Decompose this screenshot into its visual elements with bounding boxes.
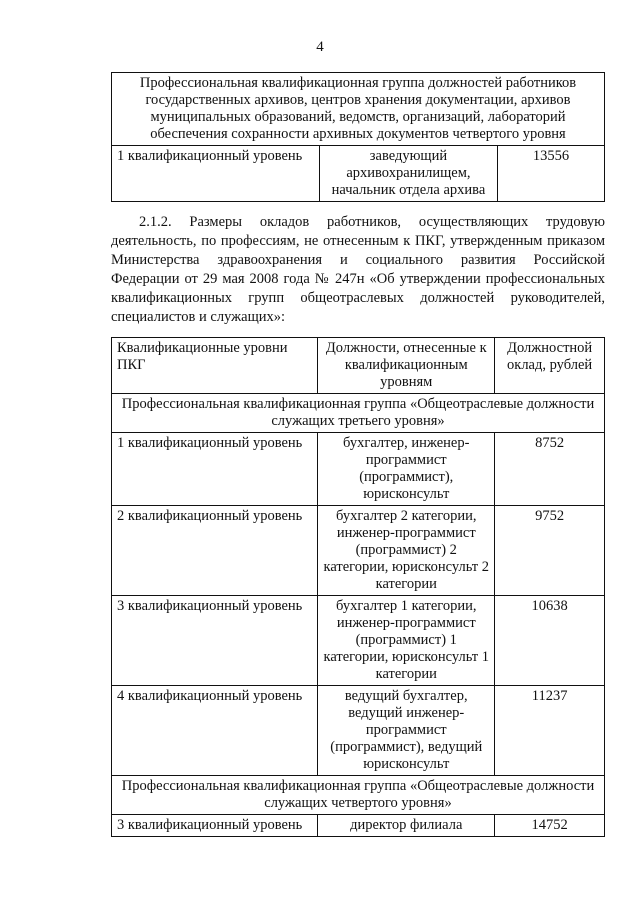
table-row — [112, 433, 605, 506]
table-header-row — [112, 338, 605, 394]
table-group-header-row — [112, 73, 605, 146]
table-row — [112, 146, 605, 202]
salary-cell: 13556 — [498, 146, 605, 202]
positions-cell: бухгалтер, инженер-программист (программист), юрисконсульт — [318, 433, 495, 506]
level-cell: 4 квалификационный уровень — [112, 686, 318, 776]
table-row — [112, 506, 605, 596]
page-number: 4 — [316, 39, 324, 55]
level-cell: 2 квалификационный уровень — [112, 506, 318, 596]
salary-cell: 14752 — [495, 815, 605, 837]
salary-cell: 9752 — [495, 506, 605, 596]
group-header-cell: Профессиональная квалификационная группа должностей работников государственных архивов, центров хранения документации, архивов муниципальных образований, ведомств, организаций, лабораторий обеспечения сохранности архивных документов четвертого уровня — [112, 73, 605, 146]
positions-cell: заведующий архивохранилищем, начальник отдела архива — [319, 146, 497, 202]
salary-cell: 8752 — [495, 433, 605, 506]
paragraph-text: 2.1.2. Размеры окладов работников, осуществляющих трудовую деятельность, по профессиям, не отнесенным к ПКГ, утвержденным приказом Министерства здравоохранения и социального развития Российской Федерации от 29 мая 2008 года № 247н «Об утверждении профессиональных квалификационных групп общеотраслевых должностей руководителей, специалистов и служащих»: — [111, 214, 605, 325]
header-level-cell: Квалификационные уровни ПКГ — [112, 338, 318, 394]
table-row — [112, 686, 605, 776]
table-group-header-row — [112, 776, 605, 815]
header-salary-cell: Должностной оклад, рублей — [495, 338, 605, 394]
group-header-cell: Профессиональная квалификационная группа «Общеотраслевые должности служащих четвертого уровня» — [112, 776, 605, 815]
level-cell: 1 квалификационный уровень — [112, 146, 320, 202]
positions-cell: директор филиала — [318, 815, 495, 837]
group-header-cell: Профессиональная квалификационная группа «Общеотраслевые должности служащих третьего уровня» — [112, 394, 605, 433]
positions-cell: бухгалтер 1 категории, инженер-программист (программист) 1 категории, юрисконсульт 1 категории — [318, 596, 495, 686]
salary-cell: 11237 — [495, 686, 605, 776]
level-cell: 3 квалификационный уровень — [112, 596, 318, 686]
positions-cell: бухгалтер 2 категории, инженер-программист (программист) 2 категории, юрисконсульт 2 категории — [318, 506, 495, 596]
table-row — [112, 596, 605, 686]
salary-cell: 10638 — [495, 596, 605, 686]
header-positions-cell: Должности, отнесенные к квалификационным уровням — [318, 338, 495, 394]
table-group-header-row — [112, 394, 605, 433]
archive-staff-table — [111, 72, 605, 202]
general-staff-table — [111, 337, 605, 837]
table-row — [112, 815, 605, 837]
paragraph-2-1-2 — [111, 213, 605, 327]
positions-cell: ведущий бухгалтер, ведущий инженер-программист (программист), ведущий юрисконсульт — [318, 686, 495, 776]
level-cell: 1 квалификационный уровень — [112, 433, 318, 506]
level-cell: 3 квалификационный уровень — [112, 815, 318, 837]
